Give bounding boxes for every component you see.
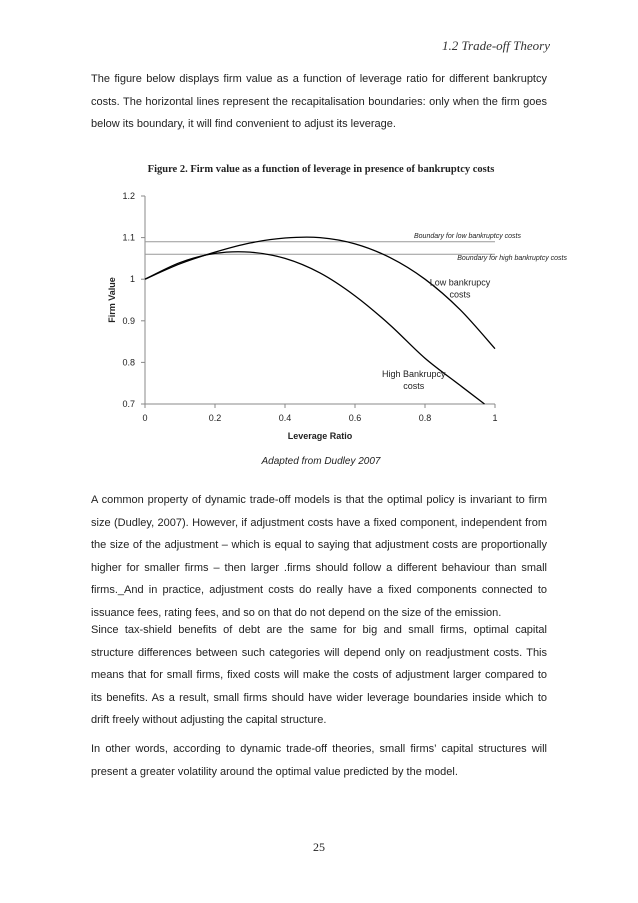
y-tick-label: 1 <box>129 274 135 285</box>
intro-paragraph: The figure below displays firm value as a function of leverage ratio for different bankruptcy costs. The horizontal lines represent the recapitalisation boundaries: only when the firm goes below its boundary, it will find convenient to adjust its leverage. <box>91 73 547 131</box>
body-paragraph-2: Since tax-shield benefits of debt are the same for big and small firms, optimal capital structure differences between such categories will depend only on readjustment costs. This means that for small firms, fixed costs will make the costs of adjustment larger compared to its benefits. As a result, small firms should have wider leverage boundaries inside which to drift freely without adjusting the capital structure. <box>91 624 547 727</box>
x-tick-label: 1 <box>492 413 498 423</box>
figure <box>91 160 581 470</box>
x-tick-label: 0 <box>142 413 148 423</box>
y-axis-label: Firm Value <box>107 277 117 323</box>
series-annotation: Low bankrupcy <box>429 277 491 288</box>
x-tick-label: 0.4 <box>278 413 292 423</box>
boundary-label: Boundary for high bankruptcy costs <box>457 255 567 263</box>
chart <box>91 160 581 450</box>
series-annotation: costs <box>449 289 471 300</box>
figure-caption: Adapted from Dudley 2007 <box>261 456 381 467</box>
chart-title: Figure 2. Firm value as a function of leverage in presence of bankruptcy costs <box>147 164 495 175</box>
y-tick-label: 1.1 <box>122 232 135 243</box>
series-annotation: High Bankrupcy <box>382 368 446 379</box>
y-tick-label: 0.7 <box>122 399 135 409</box>
series-line-high-costs <box>145 252 485 404</box>
boundary-label: Boundary for low bankruptcy costs <box>414 232 521 240</box>
body-paragraph-1: A common property of dynamic trade-off models is that the optimal policy is invariant to firm size (Dudley, 2007). However, if adjustment costs have a fixed component, independent from the size of the adjustment – which is equal to saying that adjustment costs are proportionally higher for smaller firms – then larger .firms should follow a different behaviour than small firms._And in practice, adjustment costs do really have a fixed components connected to issuance fees, rating fees, and so on that do not depend on the size of the emission. <box>91 494 547 619</box>
body-paragraph-3: In other words, according to dynamic trade-off theories, small firms’ capital structures will present a greater volatility around the optimal value predicted by the model. <box>91 743 547 778</box>
y-tick-label: 0.9 <box>122 315 135 326</box>
x-axis-label: Leverage Ratio <box>287 431 353 441</box>
y-tick-label: 0.8 <box>122 357 135 368</box>
x-tick-label: 0.8 <box>418 413 432 423</box>
x-tick-label: 0.2 <box>208 413 222 423</box>
x-tick-label: 0.6 <box>348 413 362 423</box>
page-number: 25 <box>313 840 325 854</box>
running-head: 1.2 Trade-off Theory <box>442 38 550 53</box>
series-annotation: costs <box>403 380 425 391</box>
y-tick-label: 1.2 <box>122 191 135 201</box>
